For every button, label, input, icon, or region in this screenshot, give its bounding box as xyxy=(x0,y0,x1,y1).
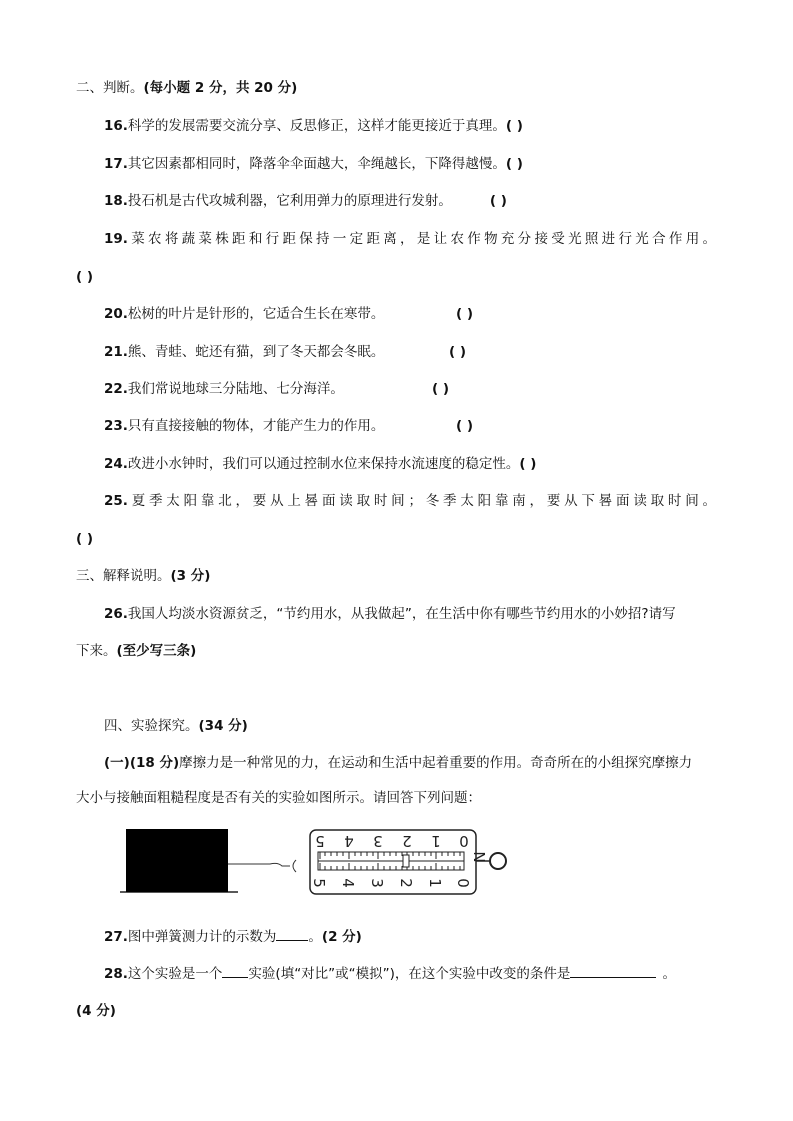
question-26-cont xyxy=(76,642,196,660)
question-19 xyxy=(104,230,716,248)
question-text: 只有直接接触的物体，才能产生力的作用。 xyxy=(127,418,385,434)
scale-ring xyxy=(490,853,506,869)
question-punct: 。 xyxy=(308,929,322,945)
scale-label: 0 xyxy=(459,832,469,850)
section3-heading xyxy=(76,567,210,585)
scale-label: 5 xyxy=(310,878,328,888)
question-text: 我们常说地球三分陆地、七分海洋。 xyxy=(127,381,344,397)
question-number: 16. xyxy=(104,118,128,134)
scale-label: 2 xyxy=(402,832,412,850)
answer-paren[interactable]: ( ) xyxy=(489,193,507,209)
wooden-block xyxy=(126,829,228,892)
question-16 xyxy=(104,117,523,135)
scale-label: 1 xyxy=(431,832,441,850)
question-number: 20. xyxy=(104,306,128,322)
question-text: 夏季太阳靠北，要从上晷面读取时间；冬季太阳靠南，要从下晷面读取时间。 xyxy=(127,493,716,509)
question-number: 27. xyxy=(104,929,128,945)
question-text: 投石机是古代攻城利器，它利用弹力的原理进行发射。 xyxy=(127,193,452,209)
question-score: (2 分) xyxy=(321,929,362,945)
scale-label: 4 xyxy=(339,878,357,888)
question-28-score-line xyxy=(76,1002,116,1020)
scale-label: 0 xyxy=(454,878,472,888)
question-text: 科学的发展需要交流分享、反思修正，这样才能更接近于真理。 xyxy=(127,118,506,134)
question-number: 24. xyxy=(104,456,128,472)
question-23 xyxy=(104,417,384,435)
question-score: (4 分) xyxy=(76,1003,116,1019)
question-22 xyxy=(104,380,344,398)
answer-paren[interactable]: ( ) xyxy=(76,531,94,547)
question-number: 26. xyxy=(104,606,128,622)
answer-paren[interactable]: ( ) xyxy=(456,306,474,322)
scale-label: 4 xyxy=(344,832,354,850)
part-text: 摩擦力是一种常见的力，在运动和生活中起着重要的作用。奇奇所在的小组探究摩擦力 xyxy=(179,755,693,771)
spring-scale-diagram xyxy=(120,826,520,896)
question-text: 这个实验是一个 xyxy=(127,966,223,982)
question-number: 17. xyxy=(104,156,128,172)
section-score: (3 分) xyxy=(170,568,211,584)
question-text: 松树的叶片是针形的，它适合生长在寒带。 xyxy=(127,306,385,322)
part1-intro xyxy=(104,754,692,772)
scale-label: 3 xyxy=(368,878,386,888)
question-21 xyxy=(104,343,384,361)
question-25 xyxy=(104,492,716,510)
section4-heading xyxy=(104,717,248,735)
question-27 xyxy=(104,928,362,946)
answer-blank-condition[interactable] xyxy=(570,965,656,978)
answer-paren[interactable]: ( ) xyxy=(505,156,523,172)
question-number: 19. xyxy=(104,231,128,247)
question-punct: 。 xyxy=(662,966,676,982)
section-title: 二、判断。 xyxy=(76,80,144,96)
question-20-paren[interactable] xyxy=(456,305,473,323)
question-26 xyxy=(104,605,676,623)
scale-unit: N xyxy=(470,851,488,863)
question-24 xyxy=(104,455,536,473)
question-text: 改进小水钟时，我们可以通过控制水位来保持水流速度的稳定性。 xyxy=(127,456,520,472)
question-text: 菜农将蔬菜株距和行距保持一定距离，是让农作物充分接受光照进行光合作用。 xyxy=(127,231,716,247)
section-score: (每小题 2 分，共 20 分) xyxy=(143,80,298,96)
section-score: (34 分) xyxy=(198,718,248,734)
scale-body xyxy=(310,830,476,894)
section2-heading xyxy=(76,79,297,97)
section-title: 三、解释说明。 xyxy=(76,568,171,584)
pull-string xyxy=(228,863,290,866)
scale-label: 1 xyxy=(426,878,444,888)
question-23-paren[interactable] xyxy=(456,417,473,435)
question-number: 23. xyxy=(104,418,128,434)
section-title: 四、实验探究。 xyxy=(104,718,199,734)
question-text-cont: 下来。 xyxy=(76,643,117,659)
question-21-paren[interactable] xyxy=(449,343,466,361)
scale-pointer xyxy=(403,855,409,867)
question-28 xyxy=(104,965,676,983)
answer-paren[interactable]: ( ) xyxy=(519,456,537,472)
question-text: 图中弹簧测力计的示数为 xyxy=(127,929,277,945)
scale-label: 3 xyxy=(373,832,383,850)
question-note: (至少写三条) xyxy=(116,643,197,659)
question-text: 实验(填“对比”或“模拟”)，在这个实验中改变的条件是 xyxy=(248,966,571,982)
answer-blank[interactable] xyxy=(276,928,308,941)
question-number: 25. xyxy=(104,493,128,509)
question-18 xyxy=(104,192,507,210)
answer-paren[interactable]: ( ) xyxy=(456,418,474,434)
answer-paren[interactable]: ( ) xyxy=(505,118,523,134)
question-text: 我国人均淡水资源贫乏，“节约用水，从我做起”，在生活中你有哪些节约用水的小妙招?请写 xyxy=(127,606,676,622)
answer-paren[interactable]: ( ) xyxy=(449,344,467,360)
question-20 xyxy=(104,305,384,323)
part-text-cont: 大小与接触面粗糙程度是否有关的实验如图所示。请回答下列问题： xyxy=(76,790,481,806)
question-number: 22. xyxy=(104,381,128,397)
question-number: 18. xyxy=(104,193,128,209)
answer-paren[interactable]: ( ) xyxy=(432,381,450,397)
question-22-paren[interactable] xyxy=(432,380,449,398)
question-text: 其它因素都相同时，降落伞伞面越大，伞绳越长，下降得越慢。 xyxy=(127,156,506,172)
question-text: 熊、青蛙、蛇还有猫，到了冬天都会冬眠。 xyxy=(127,344,385,360)
question-19-paren-line xyxy=(76,268,93,286)
scale-hook xyxy=(293,860,296,872)
question-number: 28. xyxy=(104,966,128,982)
answer-paren[interactable]: ( ) xyxy=(76,269,94,285)
diagram-svg xyxy=(120,826,520,896)
scale-label: 5 xyxy=(315,832,325,850)
question-17 xyxy=(104,155,523,173)
part1-intro-cont xyxy=(76,789,481,807)
part-label: (一)(18 分) xyxy=(104,755,180,771)
question-25-paren-line xyxy=(76,530,93,548)
question-number: 21. xyxy=(104,344,128,360)
answer-blank-type[interactable] xyxy=(222,965,248,978)
scale-label: 2 xyxy=(397,878,415,888)
